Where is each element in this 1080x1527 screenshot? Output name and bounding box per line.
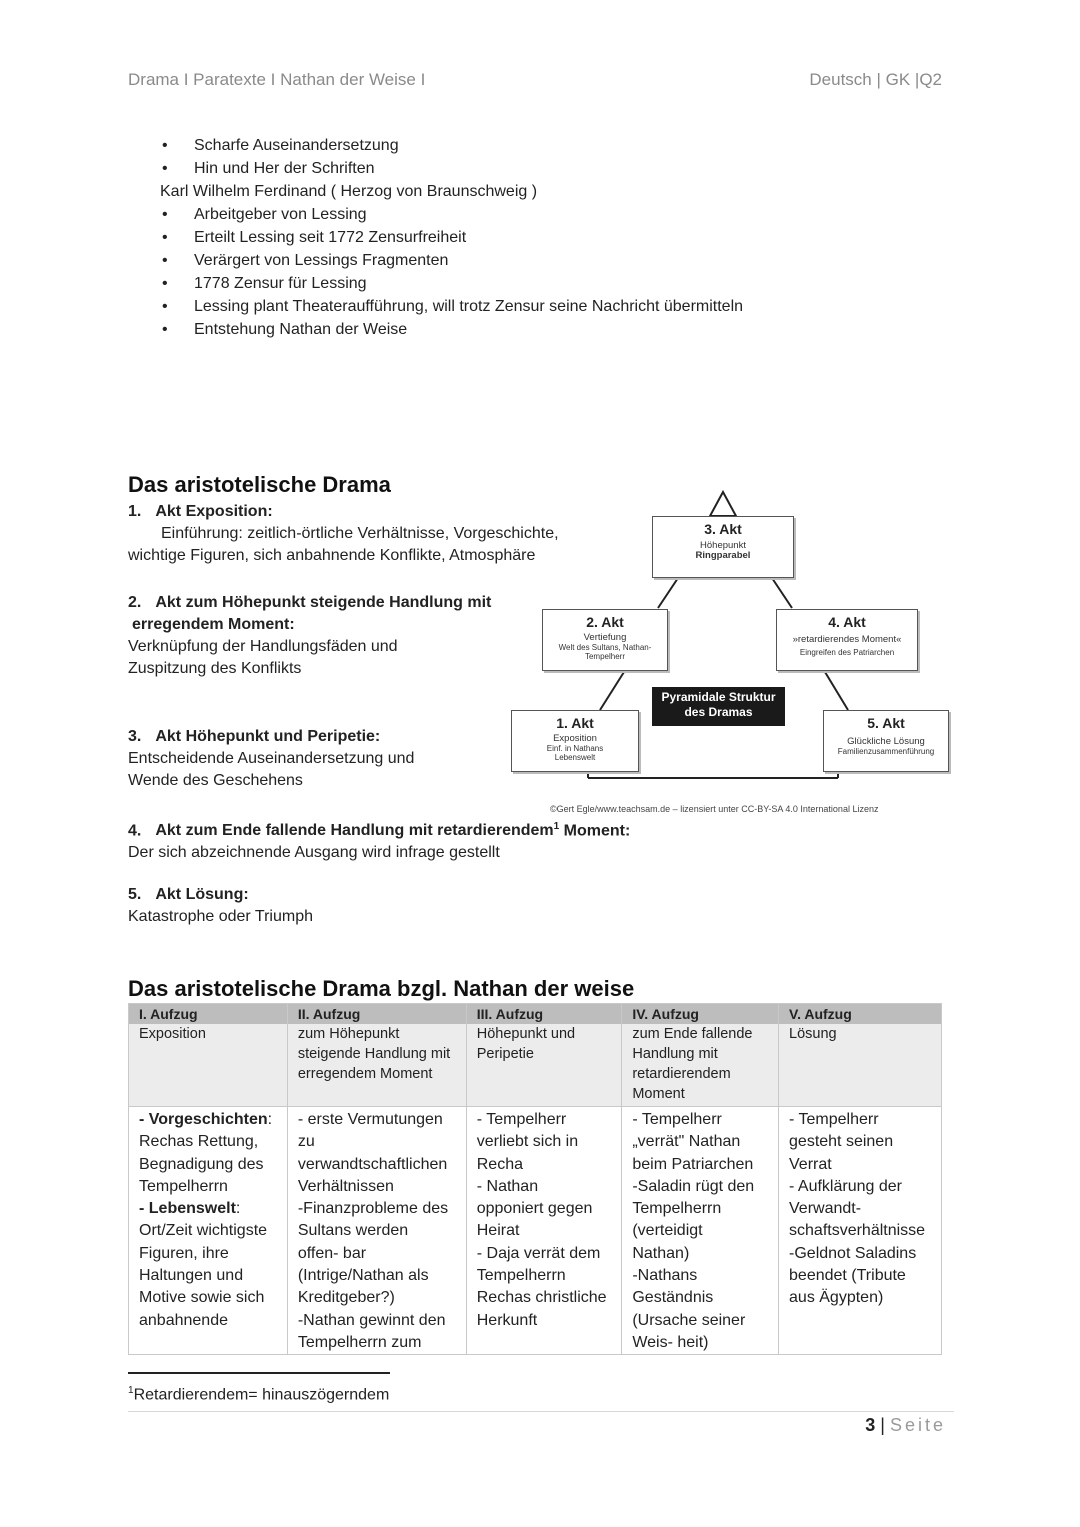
center-line: Pyramidale Struktur <box>661 690 776 704</box>
act-number: 5. <box>128 886 142 903</box>
cell-bold: - Vorgeschichten <box>139 1111 268 1128</box>
cell-line: Lösung <box>789 1026 837 1042</box>
footnote-ref: 1 <box>553 821 560 832</box>
cell-line: - Tempelherr <box>789 1111 879 1128</box>
apex-triangle <box>710 492 736 516</box>
act-heading: Akt Höhepunkt und Peripetie: <box>155 728 381 745</box>
box-sub: Glückliche Lösung <box>847 736 925 747</box>
act-heading: Akt zum Ende fallende Handlung mit retardierendem <box>155 822 554 840</box>
page-number-value: 3 <box>865 1415 876 1435</box>
aufzug-table <box>128 1003 942 1355</box>
section-title-drama: Das aristotelische Drama <box>128 472 391 497</box>
table-cell-aufzug4 <box>622 1107 779 1355</box>
page-footer-divider <box>128 1411 954 1412</box>
box-sub: Einf. in Nathans <box>546 744 604 753</box>
bullet-list-top <box>160 134 399 180</box>
cell-line: retardierendem <box>632 1066 731 1082</box>
cell-line: schaftsverhältnisse <box>789 1222 926 1240</box>
cell-line: erregendem Moment <box>297 1066 433 1082</box>
act-line: Der sich abzeichnende Ausgang wird infrage gestellt <box>128 844 500 862</box>
cell-line: Motive sowie sich <box>139 1289 265 1307</box>
act-number: 4. <box>128 822 142 840</box>
table-cell-aufzug3 <box>466 1107 622 1355</box>
box-title: 4. Akt <box>828 614 866 630</box>
center-line: des Dramas <box>684 705 753 719</box>
cell-line: beendet (Tribute <box>789 1267 906 1285</box>
person-heading: Karl Wilhelm Ferdinand ( Herzog von Braunschweig ) <box>160 183 538 200</box>
box-title: 2. Akt <box>586 614 624 630</box>
act-line: Zuspitzung des Konflikts <box>128 660 302 677</box>
diagram-box-akt4 <box>776 609 918 671</box>
diagram-credit: ©Gert Egle/www.teachsam.de – lizensiert unter CC-BY-SA 4.0 International Lizenz <box>550 804 879 814</box>
box-sub: »retardierendes Moment« <box>792 634 902 645</box>
table-header-cell: V. Aufzug <box>779 1004 942 1025</box>
table-subheader-cell <box>622 1024 779 1107</box>
cell-line: offen- bar <box>297 1244 367 1262</box>
act1-text <box>128 501 559 567</box>
box-sub: Welt des Sultans, Nathan- <box>558 643 652 652</box>
act-line: Katastrophe oder Triumph <box>128 908 313 925</box>
table-subheader-cell <box>779 1024 942 1107</box>
table-subheader-cell <box>287 1024 466 1107</box>
cell-line: Tempelherrn <box>632 1200 722 1218</box>
box-sub: Vertiefung <box>583 632 627 643</box>
list-item: • Hin und Her der Schriften <box>160 157 399 180</box>
cell-line: Sultans werden <box>297 1222 409 1240</box>
cell-line: -Saladin rügt den <box>632 1177 755 1195</box>
list-item: • Lessing plant Theateraufführung, will trotz Zensur seine Nachricht übermitteln <box>160 295 743 318</box>
connector-line <box>772 578 792 608</box>
table-subheader-cell <box>129 1024 288 1107</box>
cell-line: Handlung mit <box>632 1046 718 1062</box>
box-sub: Eingreifen des Patriarchen <box>799 648 895 657</box>
cell-line: anbahnende <box>139 1311 228 1329</box>
cell-line: verliebt sich in <box>476 1133 579 1151</box>
act-line: Entscheidende Auseinandersetzung und <box>128 750 415 767</box>
bullet-list-person <box>160 203 743 341</box>
act-line: wichtige Figuren, sich anbahnende Konflikte, Atmosphäre <box>128 547 536 564</box>
cell-line: -Finanzprobleme des <box>297 1200 449 1218</box>
cell-line: -Nathan gewinnt den <box>297 1311 446 1329</box>
box-title: 3. Akt <box>704 521 742 537</box>
act5-text <box>128 884 313 928</box>
cell-line: Herkunft <box>476 1311 538 1329</box>
cell-line: -Geldnot Saladins <box>789 1244 917 1262</box>
cell-line: opponiert gegen <box>476 1200 593 1218</box>
cell-line: Geständnis <box>632 1289 714 1307</box>
cell-line: - Tempelherr <box>632 1111 722 1128</box>
cell-bold: - Lebenswelt <box>139 1200 236 1218</box>
box-sub: Tempelherr <box>584 652 625 661</box>
table-subheader-row <box>129 1024 942 1107</box>
act-number: 3. <box>128 728 142 745</box>
box-sub: Familienzusammenführung <box>837 747 935 756</box>
act3-text <box>128 726 414 792</box>
cell-line: - Nathan <box>476 1177 539 1195</box>
box-sub: Exposition <box>553 733 597 744</box>
cell-line: Ort/Zeit wichtigste <box>139 1222 268 1240</box>
box-sub: Ringparabel <box>695 550 751 561</box>
cell-line: zu <box>297 1133 315 1151</box>
cell-line: -Nathans <box>632 1267 698 1285</box>
connector-line <box>825 672 848 710</box>
section-title-nathan: Das aristotelische Drama bzgl. Nathan der weise <box>128 976 635 1001</box>
table-cell-aufzug2 <box>287 1107 466 1355</box>
cell-line: verwandtschaftlichen <box>297 1155 448 1173</box>
page-label: Seite <box>889 1415 946 1435</box>
cell-line: „verrät" Nathan <box>632 1133 741 1151</box>
table-header-cell: II. Aufzug <box>287 1004 466 1025</box>
footnote-divider <box>128 1372 390 1374</box>
cell-line: - erste Vermutungen <box>297 1111 443 1128</box>
act-number: 1. <box>128 503 142 520</box>
diagram-box-akt5 <box>823 710 949 772</box>
page-separator: | <box>875 1415 890 1435</box>
cell-line: (Ursache seiner <box>632 1311 746 1329</box>
footnote <box>128 1385 389 1404</box>
table-cell-aufzug5 <box>779 1107 942 1355</box>
list-item: • Scharfe Auseinandersetzung <box>160 134 399 157</box>
act2-text <box>128 592 491 680</box>
list-item: • Verärgert von Lessings Fragmenten <box>160 249 743 272</box>
act4-text <box>128 816 630 864</box>
box-title: 1. Akt <box>556 715 594 731</box>
cell-line: Figuren, ihre <box>139 1244 229 1262</box>
table-header-cell: I. Aufzug <box>129 1004 288 1025</box>
cell-line: Rechas christliche <box>476 1289 607 1307</box>
table-header-cell: IV. Aufzug <box>622 1004 779 1025</box>
cell-line: Exposition <box>139 1026 206 1042</box>
header-title: Drama I Paratexte I Nathan der Weise I <box>128 70 426 89</box>
cell-line: Heirat <box>476 1222 520 1240</box>
cell-line: Rechas Rettung, <box>139 1133 259 1151</box>
cell-line: Höhepunkt und <box>476 1026 576 1042</box>
table-header-row <box>129 1004 942 1025</box>
act-heading-end: Moment: <box>559 822 631 840</box>
act-heading: Akt zum Höhepunkt steigende Handlung mit <box>155 594 492 611</box>
act-heading: Akt Lösung: <box>155 886 249 903</box>
cell-line: - Daja verrät dem <box>476 1244 601 1262</box>
cell-line: Haltungen und <box>139 1267 244 1285</box>
cell-line: Verrat <box>789 1155 832 1173</box>
diagram-box-akt1 <box>511 710 639 772</box>
cell-line: gesteht seinen <box>789 1133 894 1151</box>
cell-line: zum Höhepunkt <box>297 1026 400 1042</box>
connector-line <box>600 672 624 710</box>
cell-line: beim Patriarchen <box>632 1155 754 1173</box>
cell-line: Weis- heit) <box>632 1333 709 1351</box>
box-sub: Lebenswelt <box>554 753 596 762</box>
list-item: • Arbeitgeber von Lessing <box>160 203 743 226</box>
act-heading-cont: erregendem Moment: <box>132 616 295 633</box>
cell-line: steigende Handlung mit <box>297 1046 451 1062</box>
cell-line: Peripetie <box>476 1046 534 1062</box>
list-item: • Erteilt Lessing seit 1772 Zensurfreiheit <box>160 226 743 249</box>
cell-line: Tempelherrn zum <box>297 1333 422 1351</box>
act-line: Verknüpfung der Handlungsfäden und <box>128 638 398 655</box>
diagram-box-akt3 <box>652 516 794 578</box>
header-course: Deutsch | GK |Q2 <box>809 70 942 89</box>
act-line: Einführung: zeitlich-örtliche Verhältnisse, Vorgeschichte, <box>161 525 559 542</box>
cell-line: - Tempelherr <box>476 1111 567 1128</box>
cell-line: Begnadigung des <box>139 1155 264 1173</box>
cell-line: (verteidigt <box>632 1222 703 1240</box>
cell-line: - Aufklärung der <box>789 1177 902 1195</box>
box-title: 5. Akt <box>867 715 905 731</box>
cell-line: zum Ende fallende <box>632 1026 753 1042</box>
table-header-cell: III. Aufzug <box>466 1004 622 1025</box>
cell-line: aus Ägypten) <box>789 1289 884 1307</box>
connector-line <box>658 578 678 608</box>
act-line: Wende des Geschehens <box>128 772 303 789</box>
cell-line: Tempelherrn <box>476 1267 566 1285</box>
cell-line: (Intrige/Nathan als <box>297 1267 429 1285</box>
act-heading: Akt Exposition: <box>155 503 273 520</box>
cell-line: Tempelherrn <box>139 1177 228 1195</box>
cell-line: Verwandt- <box>789 1200 862 1218</box>
cell-line: Kreditgeber?) <box>297 1289 395 1307</box>
page-number <box>865 1415 946 1436</box>
cell-line: Moment <box>632 1086 685 1102</box>
cell-colon: : <box>235 1200 241 1218</box>
cell-colon: : <box>267 1111 273 1128</box>
footnote-marker: 1 <box>128 1385 134 1396</box>
cell-line: Recha <box>476 1155 523 1173</box>
act-number: 2. <box>128 594 142 611</box>
cell-line: Nathan) <box>632 1244 690 1262</box>
diagram-box-akt2 <box>542 609 668 671</box>
table-subheader-cell <box>466 1024 622 1107</box>
footnote-text: Retardierendem= hinauszögerndem <box>133 1386 390 1404</box>
list-item: • 1778 Zensur für Lessing <box>160 272 743 295</box>
box-sub: Höhepunkt <box>700 540 746 551</box>
table-body-row <box>129 1107 942 1355</box>
table-cell-aufzug1 <box>129 1107 288 1355</box>
cell-line: Verhältnissen <box>297 1177 394 1195</box>
diagram-center-label <box>652 687 785 726</box>
list-item: • Entstehung Nathan der Weise <box>160 318 743 341</box>
